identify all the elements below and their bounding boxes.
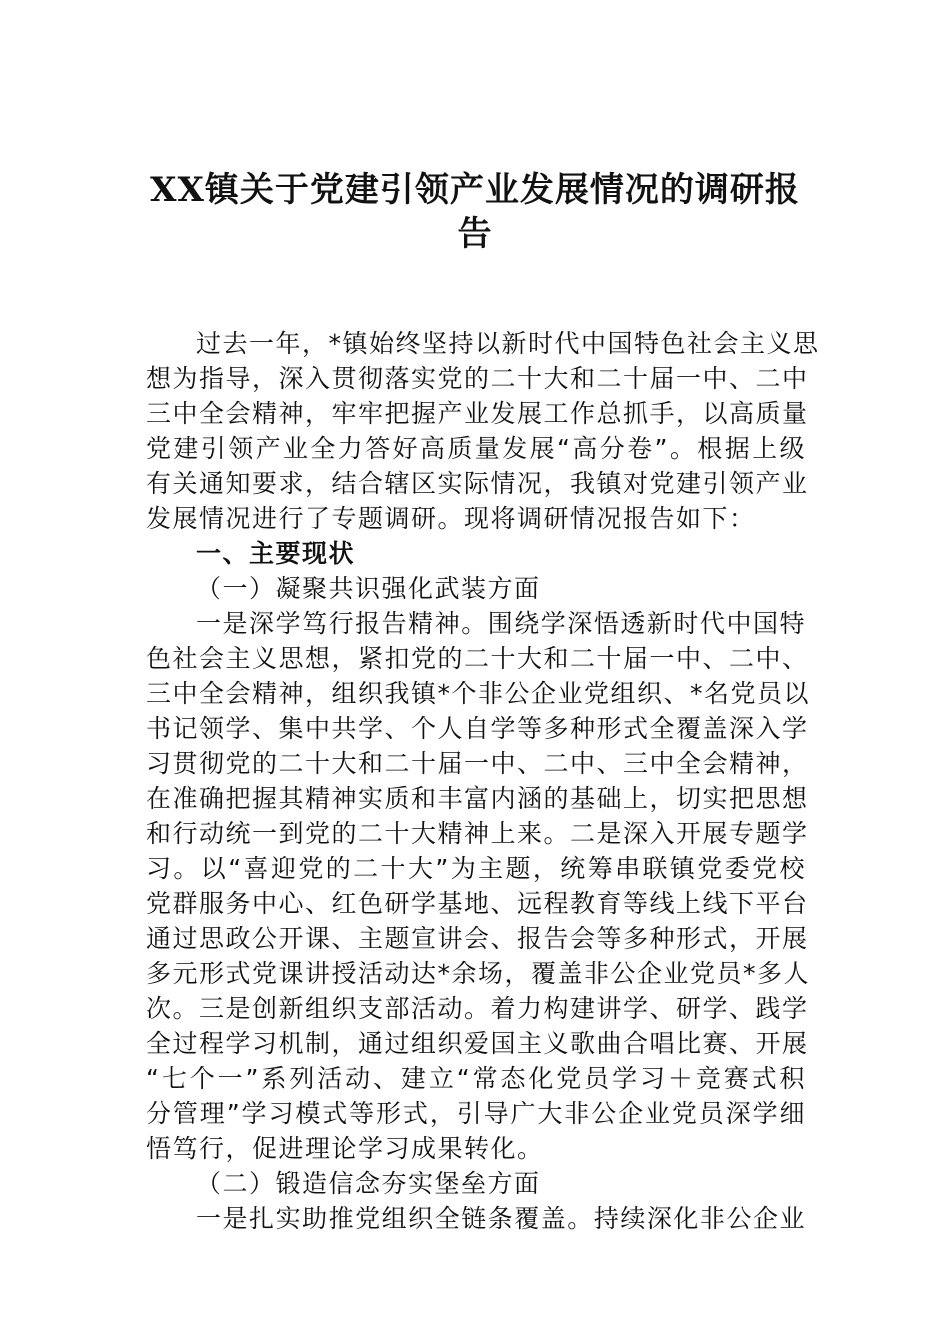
paragraph-line: 全过程学习机制，通过组织爱国主义歌曲合唱比赛、开展 [146,1029,809,1058]
paragraph-line: 三中全会精神，牢牢把握产业发展工作总抓手，以高质量 [146,399,809,428]
subsection-heading: （一）凝聚共识强化武装方面 [196,574,541,603]
paragraph-line: 悟笃行，促进理论学习成果转化。 [146,1134,544,1163]
paragraph-line: 次。三是创新组织支部活动。着力构建讲学、研学、践学 [146,994,809,1023]
document-title-line-1: XX镇关于党建引领产业发展情况的调研报 [150,170,800,210]
section-heading: 一、主要现状 [196,539,356,568]
paragraph-line: 书记领学、集中共学、个人自学等多种形式全覆盖深入学 [146,714,809,743]
paragraph-line: 党群服务中心、红色研学基地、远程教育等线上线下平台 [146,889,809,918]
paragraph-line: 过去一年，*镇始终坚持以新时代中国特色社会主义思 [196,329,820,358]
paragraph-line: 色社会主义思想，紧扣党的二十大和二十届一中、二中、 [146,644,809,673]
paragraph-line: 有关通知要求，结合辖区实际情况，我镇对党建引领产业 [146,469,809,498]
paragraph-line: 通过思政公开课、主题宣讲会、报告会等多种形式，开展 [146,924,809,953]
paragraph-line: 和行动统一到党的二十大精神上来。二是深入开展专题学 [146,819,809,848]
subsection-heading: （二）锻造信念夯实堡垒方面 [196,1169,541,1198]
paragraph-line: 一是扎实助推党组织全链条覆盖。持续深化非公企业 [196,1204,806,1233]
paragraph-line: 习。以“喜迎党的二十大”为主题，统筹串联镇党委党校 [146,854,806,883]
paragraph-line: “七个一”系列活动、建立“常态化党员学习＋竞赛式积 [146,1064,806,1093]
paragraph-line: 一是深学笃行报告精神。围绕学深悟透新时代中国特 [196,609,806,638]
document-title-line-2: 告 [457,214,493,254]
paragraph-line: 习贯彻党的二十大和二十届一中、二中、三中全会精神， [146,749,809,778]
paragraph-line: 发展情况进行了专题调研。现将调研情况报告如下： [146,504,756,533]
paragraph-line: 想为指导，深入贯彻落实党的二十大和二十届一中、二中 [146,364,809,393]
paragraph-line: 分管理”学习模式等形式，引导广大非公企业党员深学细 [146,1099,806,1128]
paragraph-line: 党建引领产业全力答好高质量发展“高分卷”。根据上级 [146,434,806,463]
paragraph-line: 在准确把握其精神实质和丰富内涵的基础上，切实把思想 [146,784,809,813]
paragraph-line: 多元形式党课讲授活动达*余场，覆盖非公企业党员*多人 [146,959,811,988]
paragraph-line: 三中全会精神，组织我镇*个非公企业党组织、*名党员以 [146,679,811,708]
